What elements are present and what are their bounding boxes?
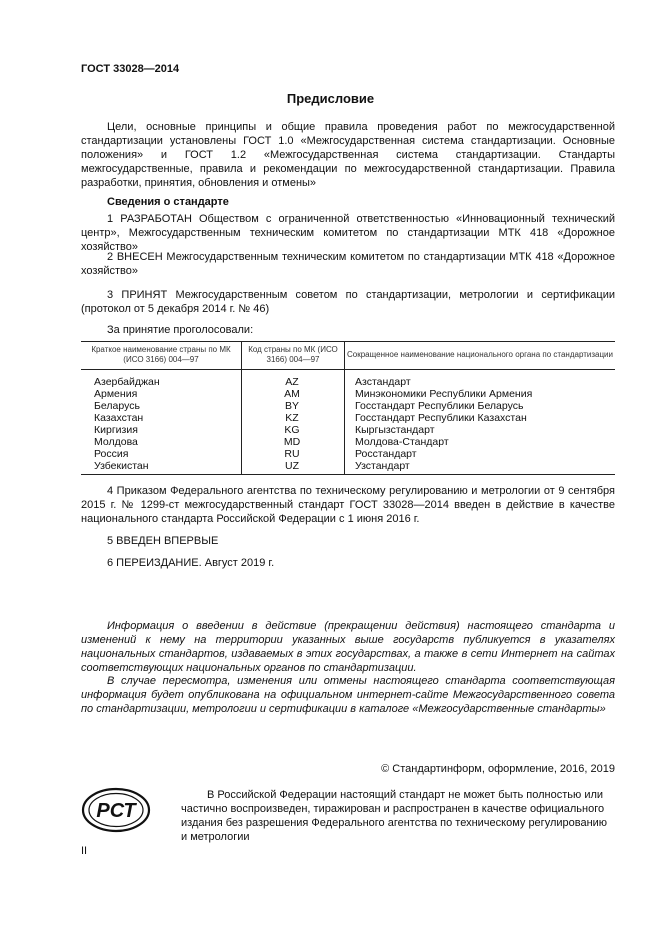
code-cell: KG <box>242 424 345 436</box>
countries-table <box>81 341 615 475</box>
country-cell: Беларусь <box>94 400 140 412</box>
table-row <box>81 436 615 448</box>
voted-label: За принятие проголосовали: <box>107 324 254 336</box>
body-cell: Росстандарт <box>345 448 616 460</box>
body-cell: Узстандарт <box>345 460 616 475</box>
table-row <box>81 400 615 412</box>
body-cell: Госстандарт Республики Казахстан <box>345 412 616 424</box>
info-paragraph-2: В случае пересмотра, изменения или отмены настоящего стандарта соответствующая информация будет опубликована на официальном интернет-сайте Межгосударственного совета по стандартизации, метрологии и сертификации в каталоге «Межгосударственные стандарты» <box>81 675 615 715</box>
body-cell: Молдова-Стандарт <box>345 436 616 448</box>
country-cell: Казахстан <box>94 412 144 424</box>
rst-logo-icon <box>81 787 151 837</box>
body-cell: Минэкономики Республики Армения <box>345 388 616 400</box>
country-cell: Узбекистан <box>81 460 242 475</box>
table-row <box>81 370 615 389</box>
table-row <box>81 424 615 436</box>
code-cell: RU <box>242 448 345 460</box>
country-cell: Россия <box>94 448 129 460</box>
item-4: 4 Приказом Федерального агентства по техническому регулированию и метрологии от 9 сентября 2015 г. № 1299-ст межгосударственный стандарт ГОСТ 33028—2014 введен в действие в качестве национального стандарта Российской Федерации с 1 июня 2016 г. <box>81 485 615 525</box>
logo-letters: РСТ <box>96 800 136 822</box>
document-code: ГОСТ 33028—2014 <box>81 63 180 75</box>
code-cell: BY <box>242 400 345 412</box>
code-cell: KZ <box>242 412 345 424</box>
column-header-code: Код страны по МК (ИСО 3166) 004—97 <box>242 342 345 370</box>
item-3: 3 ПРИНЯТ Межгосударственным советом по стандартизации, метрологии и сертификации (протокол от 5 декабря 2014 г. № 46) <box>81 289 615 315</box>
code-cell: UZ <box>242 460 345 475</box>
item-1: 1 РАЗРАБОТАН Обществом с ограниченной ответственностью «Инновационный технический центр», Межгосударственным техническим комитетом по стандартизации МТК 418 «Дорожное хозяйство» <box>81 213 615 253</box>
copyright-line: © Стандартинформ, оформление, 2016, 2019 <box>381 763 615 775</box>
table-header-row <box>81 342 615 370</box>
country-cell: Молдова <box>94 436 138 448</box>
column-header-country: Краткое наименование страны по МК (ИСО 3166) 004—97 <box>81 342 242 370</box>
item-2: 2 ВНЕСЕН Межгосударственным техническим комитетом по стандартизации МТК 418 «Дорожное хозяйство» <box>81 251 615 277</box>
section-heading: Сведения о стандарте <box>107 196 229 208</box>
country-cell: Армения <box>94 388 138 400</box>
code-cell: MD <box>242 436 345 448</box>
item-5: 5 ВВЕДЕН ВПЕРВЫЕ <box>107 535 219 547</box>
page-title: Предисловие <box>286 91 375 106</box>
code-cell: AM <box>242 388 345 400</box>
info-paragraph-1: Информация о введении в действие (прекращении действия) настоящего стандарта и изменений к нему на территории указанных выше государств публикуется в указателях национальных стандартов, издаваемых в этих государствах, а также в сети Интернет на сайтах соответствующих национальных органов по стандартизации. <box>81 620 615 674</box>
code-cell: AZ <box>242 370 345 389</box>
page-number: II <box>81 845 88 857</box>
body-cell: Кыргызстандарт <box>345 424 616 436</box>
country-cell: Азербайджан <box>94 376 160 388</box>
country-cell: Киргизия <box>94 424 138 436</box>
table-row <box>81 448 615 460</box>
body-cell: Госстандарт Республики Беларусь <box>345 400 616 412</box>
table-row <box>81 412 615 424</box>
table-row <box>81 460 615 475</box>
legal-notice: В Российской Федерации настоящий стандарт не может быть полностью или частично воспроизведен, тиражирован и распространен в качестве официального издания без разрешения Федерального агентства по техническому регулированию и метрологии <box>181 789 608 843</box>
table-row <box>81 388 615 400</box>
item-6: 6 ПЕРЕИЗДАНИЕ. Август 2019 г. <box>107 557 275 569</box>
intro-paragraph: Цели, основные принципы и общие правила проведения работ по межгосударственной стандартизации установлены ГОСТ 1.0 «Межгосударственная система стандартизации. Основные положения» и ГОСТ 1.2 «Межгосударственная система стандартизации. Стандарты межгосударственные, правила и рекомендации по межгосударственной стандартизации. Правила разработки, принятия, обновления и отмены» <box>81 121 615 189</box>
body-cell: Азстандарт <box>345 370 616 389</box>
column-header-body: Сокращенное наименование национального органа по стандартизации <box>345 342 616 370</box>
